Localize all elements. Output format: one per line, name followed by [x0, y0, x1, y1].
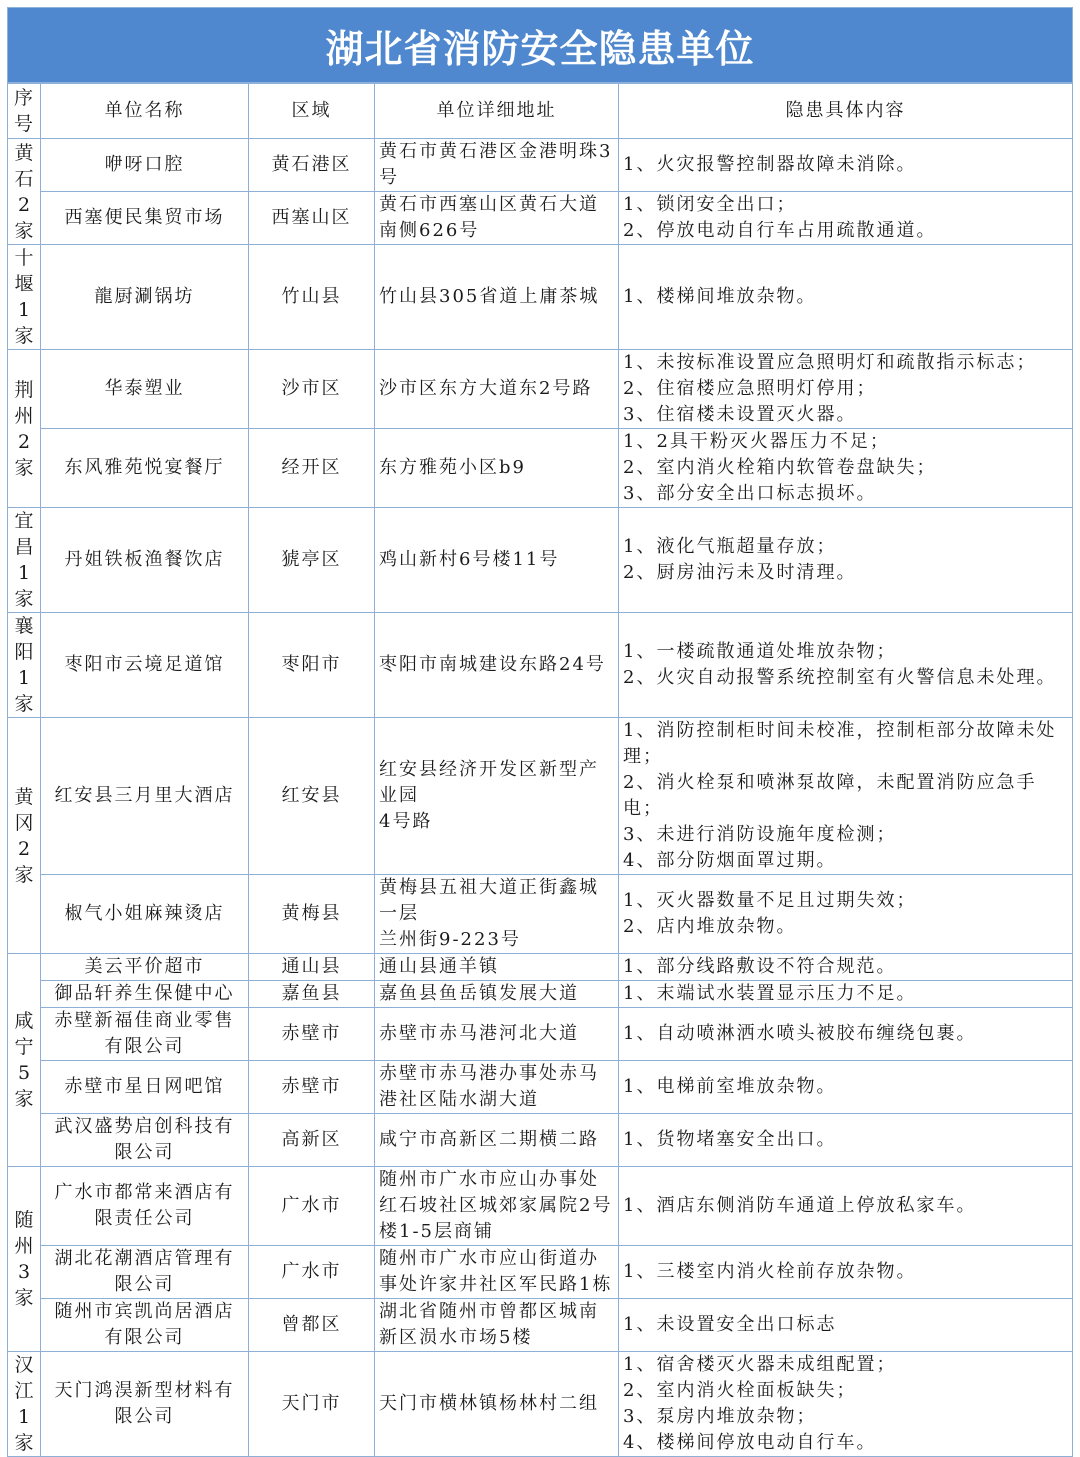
unit-name-line: 有限公司 — [104, 1036, 185, 1057]
unit-area: 曾都区 — [249, 1299, 375, 1352]
hazard-details — [619, 245, 1073, 350]
hazard-table — [7, 83, 1073, 1457]
unit-name-line: 赤壁新福佳商业零售 — [54, 1010, 235, 1031]
unit-name-line: 赤壁市星日网吧馆 — [64, 1076, 225, 1097]
hazard-details-line: 3、未进行消防设施年度检测； — [623, 824, 897, 845]
hazard-details-line: 1、电梯前室堆放杂物。 — [623, 1076, 837, 1097]
table-row — [8, 350, 1073, 429]
unit-area: 沙市区 — [249, 350, 375, 429]
unit-address — [375, 613, 619, 718]
header-address: 单位详细地址 — [375, 84, 619, 139]
unit-address — [375, 1299, 619, 1352]
hazard-details-line: 2、室内消火栓箱内软管卷盘缺失； — [623, 457, 937, 478]
hazard-details — [619, 508, 1073, 613]
unit-name-line: 限公司 — [114, 1142, 175, 1163]
hazard-details-line: 1、部分线路敷设不符合规范。 — [623, 956, 897, 977]
unit-area: 高新区 — [249, 1114, 375, 1167]
unit-area: 枣阳市 — [249, 613, 375, 718]
hazard-details-line: 1、灭火器数量不足且过期失效； — [623, 890, 917, 911]
hazard-details-line: 2、店内堆放杂物。 — [623, 916, 797, 937]
hazard-details-line: 1、一楼疏散通道处堆放杂物； — [623, 641, 897, 662]
unit-name-line: 椒气小姐麻辣烫店 — [64, 903, 225, 924]
unit-name-line: 咿呀口腔 — [104, 154, 185, 175]
table-row — [8, 429, 1073, 508]
unit-address-line: 随州市广水市应山办事处红石坡社区城郊家属院2号楼1-5层商铺 — [379, 1169, 613, 1242]
table-row — [8, 192, 1073, 245]
hazard-details — [619, 875, 1073, 954]
unit-area: 黄梅县 — [249, 875, 375, 954]
hazard-details-line: 1、自动喷淋洒水喷头被胶布缠绕包裹。 — [623, 1023, 977, 1044]
unit-name-line: 枣阳市云境足道馆 — [64, 654, 225, 675]
unit-address-line: 湖北省随州市曾都区城南新区涢水市场5楼 — [379, 1301, 599, 1348]
hazard-details — [619, 1299, 1073, 1352]
table-row — [8, 245, 1073, 350]
unit-address-line: 咸宁市高新区二期横二路 — [379, 1129, 599, 1150]
unit-name-line: 丹姐铁板渔餐饮店 — [64, 549, 225, 570]
unit-name-line: 随州市宾凯尚居酒店 — [54, 1301, 235, 1322]
unit-name — [41, 954, 249, 981]
unit-address-line: 红安县经济开发区新型产业园 — [379, 759, 599, 806]
table-row — [8, 1008, 1073, 1061]
unit-area: 通山县 — [249, 954, 375, 981]
header-issues: 隐患具体内容 — [619, 84, 1073, 139]
table-row — [8, 718, 1073, 875]
hazard-details — [619, 1061, 1073, 1114]
unit-address-line: 通山县通羊镇 — [379, 956, 499, 977]
unit-area: 经开区 — [249, 429, 375, 508]
unit-name — [41, 350, 249, 429]
unit-name-line: 湖北花潮酒店管理有 — [54, 1248, 235, 1269]
hazard-details — [619, 981, 1073, 1008]
hazard-details-line: 3、泵房内堆放杂物； — [623, 1406, 817, 1427]
hazard-details-line: 1、宿舍楼灭火器未成组配置； — [623, 1354, 897, 1375]
unit-area: 红安县 — [249, 718, 375, 875]
unit-area: 猇亭区 — [249, 508, 375, 613]
table-row — [8, 1061, 1073, 1114]
hazard-details-line: 2、停放电动自行车占用疏散通道。 — [623, 220, 937, 241]
unit-address — [375, 1008, 619, 1061]
table-row — [8, 875, 1073, 954]
table-row — [8, 508, 1073, 613]
region-group-label: 随州3家 — [8, 1167, 41, 1352]
unit-name-line: 美云平价超市 — [84, 956, 205, 977]
unit-address-line: 枣阳市南城建设东路24号 — [379, 654, 606, 675]
unit-address-line: 随州市广水市应山街道办事处许家井社区军民路1栋 — [379, 1248, 613, 1295]
table-row — [8, 613, 1073, 718]
hazard-details-line: 1、未按标准设置应急照明灯和疏散指示标志； — [623, 352, 1037, 373]
unit-address-line: 兰州街9-223号 — [379, 929, 521, 950]
unit-address — [375, 139, 619, 192]
page-title: 湖北省消防安全隐患单位 — [7, 7, 1073, 83]
hazard-sheet — [7, 7, 1073, 1457]
hazard-details-line: 1、酒店东侧消防车通道上停放私家车。 — [623, 1195, 977, 1216]
unit-address-line: 赤壁市赤马港河北大道 — [379, 1023, 579, 1044]
hazard-details-line: 3、部分安全出口标志损坏。 — [623, 483, 877, 504]
unit-address-line: 沙市区东方大道东2号路 — [379, 378, 593, 399]
region-group-label: 黄石2家 — [8, 139, 41, 245]
unit-name — [41, 875, 249, 954]
table-row — [8, 1352, 1073, 1457]
hazard-details — [619, 192, 1073, 245]
unit-name — [41, 1008, 249, 1061]
region-group-label: 咸宁5家 — [8, 954, 41, 1167]
unit-address — [375, 1246, 619, 1299]
hazard-details-line: 1、末端试水装置显示压力不足。 — [623, 983, 917, 1004]
unit-area: 天门市 — [249, 1352, 375, 1457]
header-seq: 序号 — [8, 84, 41, 139]
unit-name-line: 东风雅苑悦宴餐厅 — [64, 457, 225, 478]
unit-name-line: 限公司 — [114, 1274, 175, 1295]
unit-name-line: 龍厨涮锅坊 — [94, 286, 195, 307]
hazard-details-line: 1、液化气瓶超量存放； — [623, 536, 837, 557]
unit-area: 广水市 — [249, 1246, 375, 1299]
hazard-details — [619, 139, 1073, 192]
hazard-details — [619, 1167, 1073, 1246]
hazard-details-line: 2、室内消火栓面板缺失； — [623, 1380, 857, 1401]
hazard-details-line: 3、住宿楼未设置灭火器。 — [623, 404, 857, 425]
unit-name-line: 限责任公司 — [94, 1208, 195, 1229]
hazard-details-line: 1、未设置安全出口标志 — [623, 1314, 837, 1335]
unit-address-line: 东方雅苑小区b9 — [379, 457, 526, 478]
hazard-details-line: 1、三楼室内消火栓前存放杂物。 — [623, 1261, 917, 1282]
unit-address — [375, 1352, 619, 1457]
unit-address — [375, 429, 619, 508]
unit-address-line: 赤壁市赤马港办事处赤马港社区陆水湖大道 — [379, 1063, 599, 1110]
unit-name — [41, 192, 249, 245]
unit-area: 嘉鱼县 — [249, 981, 375, 1008]
hazard-details — [619, 1114, 1073, 1167]
region-group-label: 黄冈2家 — [8, 718, 41, 954]
region-group-label: 荆州2家 — [8, 350, 41, 508]
hazard-details-line: 2、厨房油污未及时清理。 — [623, 562, 857, 583]
hazard-details-line: 2、火灾自动报警系统控制室有火警信息未处理。 — [623, 667, 1057, 688]
unit-area: 西塞山区 — [249, 192, 375, 245]
unit-name-line: 广水市都常来酒店有 — [54, 1182, 235, 1203]
unit-address — [375, 875, 619, 954]
hazard-details — [619, 350, 1073, 429]
hazard-details-line: 1、消防控制柜时间未校准，控制柜部分故障未处理； — [623, 720, 1057, 767]
unit-address — [375, 1167, 619, 1246]
table-row — [8, 1246, 1073, 1299]
unit-name — [41, 139, 249, 192]
unit-address — [375, 245, 619, 350]
unit-name — [41, 981, 249, 1008]
unit-name — [41, 1167, 249, 1246]
hazard-details-line: 1、楼梯间堆放杂物。 — [623, 286, 817, 307]
header-name: 单位名称 — [41, 84, 249, 139]
unit-area: 黄石港区 — [249, 139, 375, 192]
unit-address-line: 嘉鱼县鱼岳镇发展大道 — [379, 983, 579, 1004]
hazard-details — [619, 613, 1073, 718]
hazard-details — [619, 1008, 1073, 1061]
hazard-details-line: 1、货物堵塞安全出口。 — [623, 1129, 837, 1150]
unit-address — [375, 1114, 619, 1167]
unit-name — [41, 1352, 249, 1457]
region-group-label: 宜昌1家 — [8, 508, 41, 613]
table-row — [8, 1299, 1073, 1352]
unit-address — [375, 508, 619, 613]
header-area: 区域 — [249, 84, 375, 139]
unit-address-line: 4号路 — [379, 811, 433, 832]
hazard-details — [619, 429, 1073, 508]
table-row — [8, 981, 1073, 1008]
unit-name-line: 有限公司 — [104, 1327, 185, 1348]
unit-address — [375, 192, 619, 245]
unit-name-line: 华泰塑业 — [104, 378, 185, 399]
region-group-label: 十堰1家 — [8, 245, 41, 350]
unit-name-line: 限公司 — [114, 1406, 175, 1427]
unit-area: 竹山县 — [249, 245, 375, 350]
hazard-details-line: 4、楼梯间停放电动自行车。 — [623, 1432, 877, 1453]
header-row — [8, 84, 1073, 139]
hazard-details — [619, 1352, 1073, 1457]
unit-address-line: 天门市横林镇杨林村二组 — [379, 1393, 599, 1414]
table-row — [8, 1114, 1073, 1167]
hazard-details — [619, 718, 1073, 875]
unit-address — [375, 981, 619, 1008]
unit-name — [41, 429, 249, 508]
hazard-details-line: 1、火灾报警控制器故障未消除。 — [623, 154, 917, 175]
hazard-details-line: 1、2具干粉灭火器压力不足； — [623, 431, 890, 452]
unit-name — [41, 613, 249, 718]
unit-area: 赤壁市 — [249, 1008, 375, 1061]
unit-area: 赤壁市 — [249, 1061, 375, 1114]
unit-name-line: 西塞便民集贸市场 — [64, 207, 225, 228]
unit-address-line: 黄石市黄石港区金港明珠3号 — [379, 141, 613, 188]
table-row — [8, 954, 1073, 981]
region-group-label: 襄阳1家 — [8, 613, 41, 718]
unit-name — [41, 1299, 249, 1352]
table-body — [8, 139, 1073, 1457]
unit-address — [375, 954, 619, 981]
unit-name — [41, 245, 249, 350]
unit-name-line: 天门鸿淏新型材料有 — [54, 1380, 235, 1401]
unit-name — [41, 508, 249, 613]
unit-name-line: 红安县三月里大酒店 — [54, 785, 235, 806]
hazard-details-line: 2、消火栓泵和喷淋泵故障，未配置消防应急手电； — [623, 772, 1037, 819]
region-group-label: 汉江1家 — [8, 1352, 41, 1457]
unit-name — [41, 1246, 249, 1299]
table-row — [8, 1167, 1073, 1246]
unit-address-line: 黄石市西塞山区黄石大道南侧626号 — [379, 194, 599, 241]
unit-address-line: 鸡山新村6号楼11号 — [379, 549, 560, 570]
unit-address-line: 黄梅县五祖大道正街鑫城一层 — [379, 877, 599, 924]
unit-address-line: 竹山县305省道上庸茶城 — [379, 286, 600, 307]
hazard-details — [619, 1246, 1073, 1299]
hazard-details-line: 1、锁闭安全出口； — [623, 194, 797, 215]
hazard-details-line: 2、住宿楼应急照明灯停用； — [623, 378, 877, 399]
unit-area: 广水市 — [249, 1167, 375, 1246]
hazard-details-line: 4、部分防烟面罩过期。 — [623, 850, 837, 871]
unit-address — [375, 718, 619, 875]
unit-name-line: 武汉盛势启创科技有 — [54, 1116, 235, 1137]
hazard-details — [619, 954, 1073, 981]
unit-address — [375, 1061, 619, 1114]
unit-name — [41, 1061, 249, 1114]
unit-name — [41, 718, 249, 875]
table-row — [8, 139, 1073, 192]
unit-address — [375, 350, 619, 429]
unit-name-line: 御品轩养生保健中心 — [54, 983, 235, 1004]
unit-name — [41, 1114, 249, 1167]
